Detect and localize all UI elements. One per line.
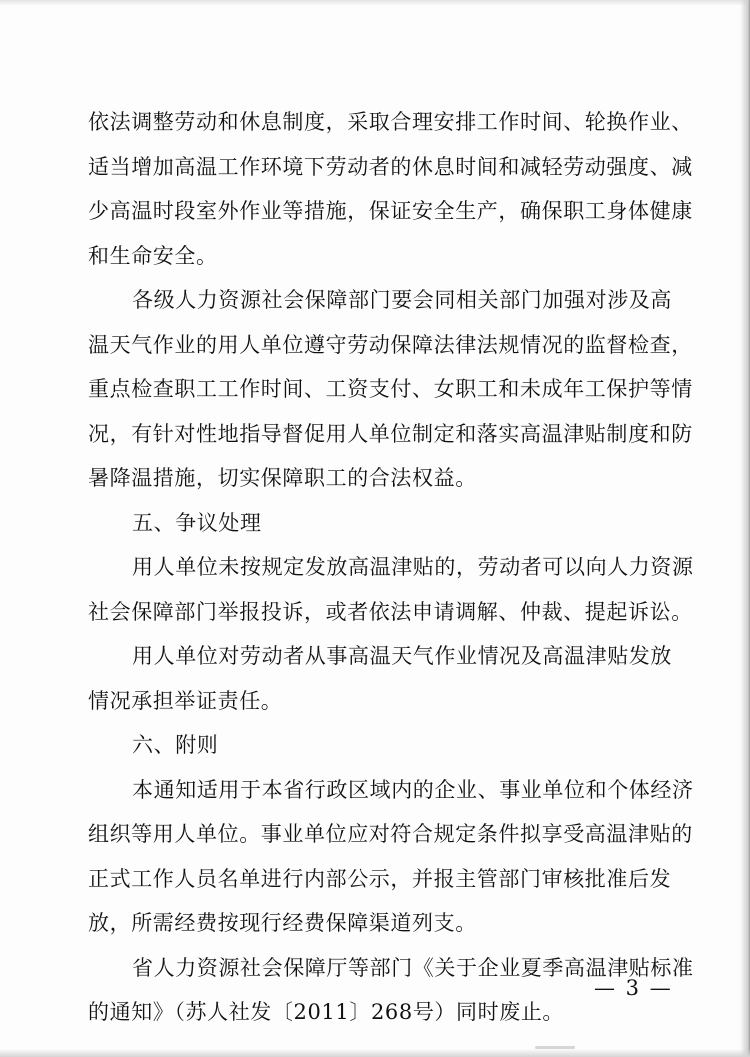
text-line: 适当增加高温工作环境下劳动者的休息时间和减轻劳动强度、减 <box>88 154 693 179</box>
scan-edge-top <box>0 0 750 6</box>
text-line: 暑降温措施，切实保障职工的合法权益。 <box>88 466 477 490</box>
text-line: 和生命安全。 <box>88 243 218 268</box>
text-line: 依法调整劳动和休息制度，采取合理安排工作时间、轮换作业、 <box>88 110 693 134</box>
text-line: 重点检查职工工作时间、工资支付、女职工和未成年工保护等情 <box>88 377 693 401</box>
text-line: 组织等用人单位。事业单位应对符合规定条件拟享受高温津贴的 <box>88 822 693 846</box>
text-line: 情况承担举证责任。 <box>88 688 283 713</box>
text-line: 温天气作业的用人单位遵守劳动保障法律法规情况的监督检查， <box>88 332 693 357</box>
page-number: — 3 — <box>594 976 673 1000</box>
scan-edge-right <box>740 0 750 1057</box>
text-line: 况，有针对性地指导督促用人单位制定和落实高温津贴制度和防 <box>88 421 693 446</box>
text-line: 社会保障部门举报投诉，或者依法申请调解、仲裁、提起诉讼。 <box>88 599 693 624</box>
scan-edge-bottom <box>0 1049 750 1057</box>
text-line: 本通知适用于本省行政区域内的企业、事业单位和个体经济 <box>132 777 694 802</box>
text-line: 放，所需经费按现行经费保障渠道列支。 <box>88 911 477 935</box>
text-line: 用人单位对劳动者从事高温天气作业情况及高温津贴发放 <box>132 644 672 668</box>
section-heading-supplementary: 六、附则 <box>132 733 219 757</box>
text-line: 各级人力资源社会保障部门要会同相关部门加强对涉及高 <box>132 288 672 312</box>
section-heading-dispute: 五、争议处理 <box>132 510 262 535</box>
scan-smudge <box>535 1046 575 1049</box>
text-line: 省人力资源社会保障厅等部门《关于企业夏季高温津贴标准 <box>132 955 694 980</box>
text-line: 的通知》（苏人社发〔2011〕268号）同时废止。 <box>88 1000 565 1024</box>
text-line: 正式工作人员名单进行内部公示，并报主管部门审核批准后发 <box>88 866 672 891</box>
text-line: 少高温时段室外作业等措施，保证安全生产，确保职工身体健康 <box>88 199 693 223</box>
document-body <box>88 100 694 1035</box>
text-line: 用人单位未按规定发放高温津贴的，劳动者可以向人力资源 <box>132 555 694 579</box>
